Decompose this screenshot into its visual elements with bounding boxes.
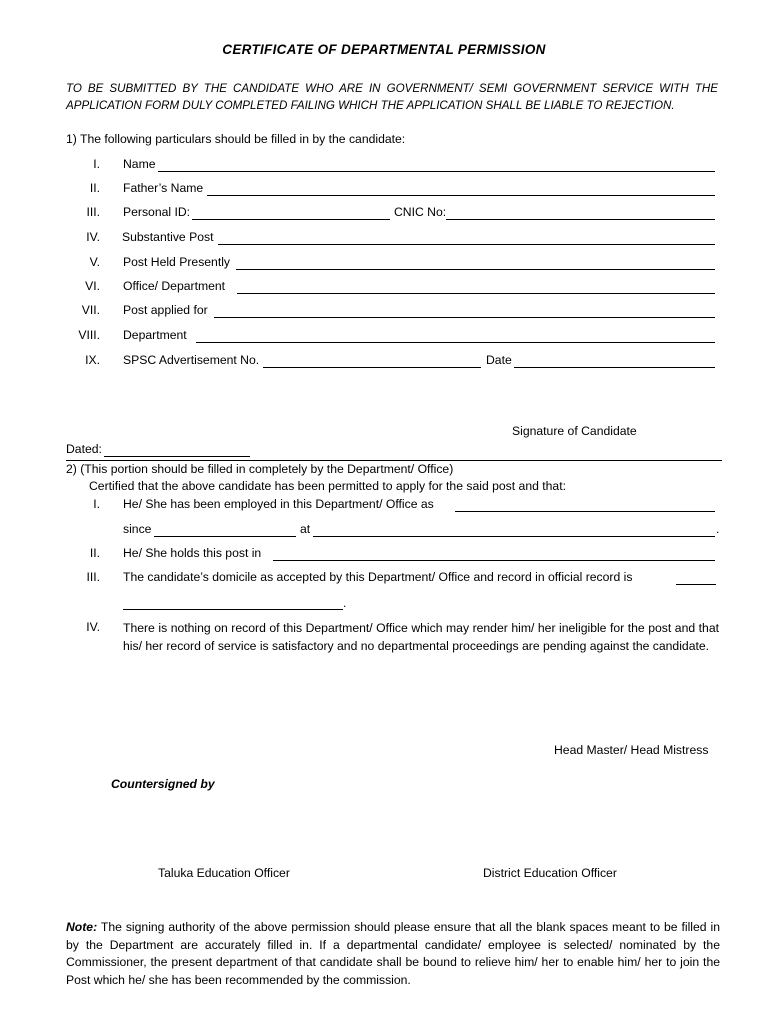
- section2-heading: 2) (This portion should be filled in completely by the Department/ Office): [66, 462, 454, 476]
- no-record-statement: There is nothing on record of this Department/ Office which may render him/ her ineligible for the post and that his/ her record of service is satisfactory and no departmental proceedings are pending against the candidate.: [123, 621, 719, 653]
- since-field[interactable]: [154, 536, 296, 537]
- domicile-field-continued[interactable]: [123, 609, 343, 610]
- spsc-ad-label: SPSC Advertisement No.: [123, 353, 260, 367]
- department-field[interactable]: [196, 342, 715, 343]
- personal-id-field[interactable]: [192, 219, 390, 220]
- substantive-post-field[interactable]: [218, 244, 715, 245]
- period: .: [716, 522, 720, 536]
- item-number: II.: [89, 546, 100, 560]
- at-label: at: [300, 522, 311, 536]
- dated-field[interactable]: [104, 456, 250, 457]
- item-number: VI.: [85, 279, 100, 293]
- date-label: Date: [486, 353, 512, 367]
- post-applied-field[interactable]: [214, 317, 715, 318]
- post-held-label: Post Held Presently: [123, 255, 231, 269]
- employed-as-field[interactable]: [455, 511, 715, 512]
- head-master-signature-label: Head Master/ Head Mistress: [554, 743, 709, 757]
- note-label: Note:: [66, 920, 98, 934]
- item-number: III.: [86, 570, 100, 584]
- note-text: The signing authority of the above permission should please ensure that all the blank spaces meant to be filled in by the Department are accurately filled in. If a departmental candidate/ employee is selected/ nominated by the Commissioner, the present department of that candidate shall be bound to relieve him/ her to enable him/ her to join the Post which he/ she has been recommended by the commission.: [66, 920, 720, 987]
- at-field[interactable]: [313, 536, 715, 537]
- cnic-field[interactable]: [446, 219, 715, 220]
- cnic-label: CNIC No:: [394, 205, 447, 219]
- countersigned-label: Countersigned by: [111, 777, 215, 791]
- section-divider: [66, 460, 722, 461]
- taluka-officer-label: Taluka Education Officer: [158, 866, 290, 880]
- item-number: I.: [93, 497, 100, 511]
- period: .: [343, 596, 347, 610]
- district-officer-label: District Education Officer: [483, 866, 617, 880]
- intro-instruction: TO BE SUBMITTED BY THE CANDIDATE WHO ARE IN GOVERNMENT/ SEMI GOVERNMENT SERVICE WITH THE APPLICATION FORM DULY COMPLETED FAILING WHICH THE APPLICATION SHALL BE LIABLE TO REJECTION.: [66, 82, 718, 112]
- note-paragraph: [66, 919, 720, 989]
- holds-post-field[interactable]: [273, 560, 715, 561]
- domicile-label: The candidate’s domicile as accepted by this Department/ Office and record in official record is: [123, 570, 633, 584]
- fathers-name-label: Father’s Name: [123, 181, 204, 195]
- certified-statement: Certified that the above candidate has been permitted to apply for the said post and that:: [89, 479, 566, 493]
- date-field[interactable]: [514, 367, 715, 368]
- item-number: IV.: [86, 230, 100, 244]
- item-number: VII.: [81, 303, 100, 317]
- name-label: Name: [123, 157, 156, 171]
- office-department-label: Office/ Department: [123, 279, 226, 293]
- substantive-post-label: Substantive Post: [122, 230, 214, 244]
- item-number: V.: [89, 255, 100, 269]
- item-number: II.: [89, 181, 100, 195]
- candidate-signature-label: Signature of Candidate: [512, 424, 637, 438]
- fathers-name-field[interactable]: [207, 195, 715, 196]
- section1-heading: 1) The following particulars should be filled in by the candidate:: [66, 132, 406, 146]
- personal-id-label: Personal ID:: [123, 205, 191, 219]
- department-label: Department: [123, 328, 187, 342]
- post-applied-label: Post applied for: [123, 303, 208, 317]
- name-field[interactable]: [158, 171, 715, 172]
- item-number: IV.: [86, 620, 100, 634]
- item-number: VIII.: [78, 328, 100, 342]
- post-held-field[interactable]: [236, 269, 715, 270]
- spsc-ad-field[interactable]: [263, 367, 481, 368]
- item-number: I.: [93, 157, 100, 171]
- since-label: since: [123, 522, 152, 536]
- page-title: CERTIFICATE OF DEPARTMENTAL PERMISSION: [222, 42, 546, 57]
- item-number: IX.: [85, 353, 100, 367]
- employed-as-label: He/ She has been employed in this Department/ Office as: [123, 497, 434, 511]
- dated-label: Dated:: [66, 442, 102, 456]
- item-number: III.: [86, 205, 100, 219]
- domicile-field[interactable]: [676, 584, 716, 585]
- holds-post-label: He/ She holds this post in: [123, 546, 262, 560]
- office-department-field[interactable]: [237, 293, 715, 294]
